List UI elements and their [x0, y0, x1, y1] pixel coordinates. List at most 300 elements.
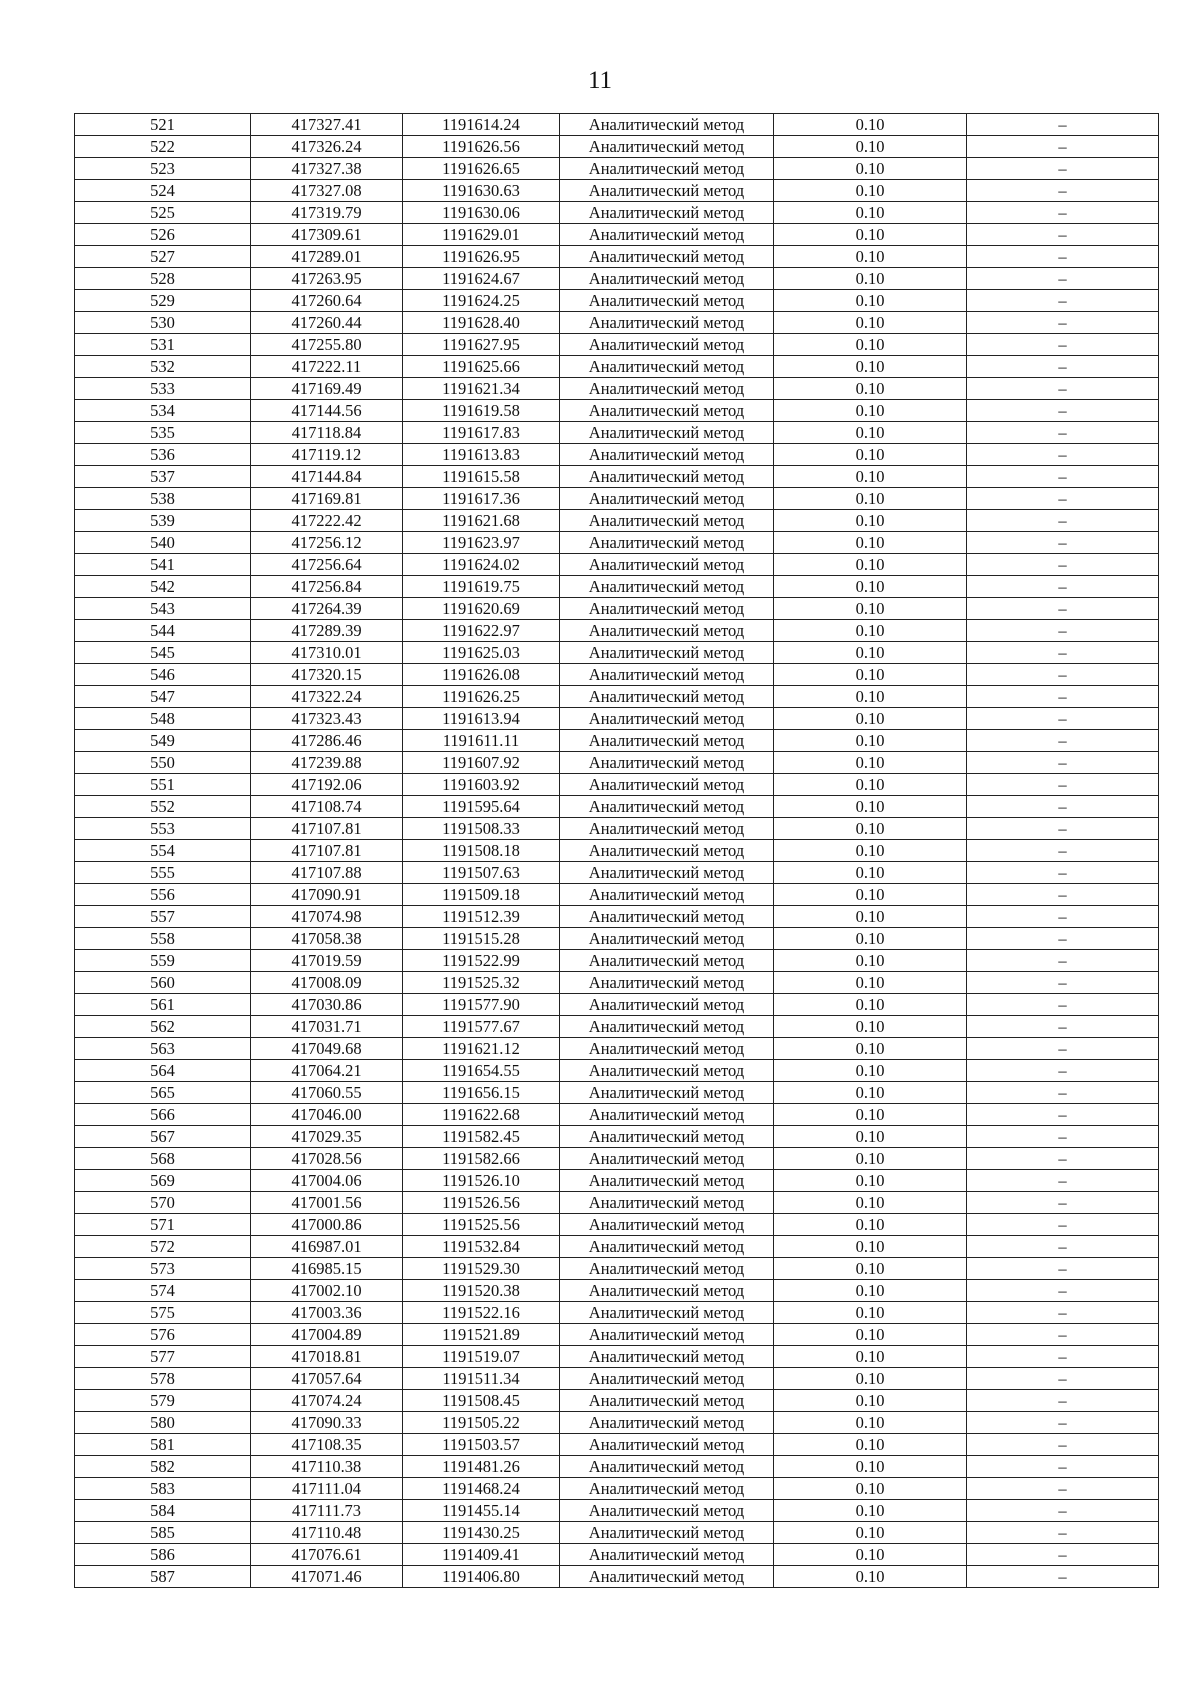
- method-cell: Аналитический метод: [560, 444, 774, 466]
- table-row: [75, 1566, 1159, 1588]
- method-cell: Аналитический метод: [560, 554, 774, 576]
- note-cell: –: [967, 1434, 1159, 1456]
- accuracy-cell: 0.10: [774, 1126, 967, 1148]
- point-number-cell: 564: [75, 1060, 251, 1082]
- note-cell: –: [967, 664, 1159, 686]
- y-coordinate-cell: 1191624.02: [403, 554, 560, 576]
- x-coordinate-cell: 417110.48: [251, 1522, 403, 1544]
- x-coordinate-cell: 417289.39: [251, 620, 403, 642]
- accuracy-cell: 0.10: [774, 488, 967, 510]
- x-coordinate-cell: 417322.24: [251, 686, 403, 708]
- note-cell: –: [967, 576, 1159, 598]
- y-coordinate-cell: 1191508.18: [403, 840, 560, 862]
- y-coordinate-cell: 1191430.25: [403, 1522, 560, 1544]
- x-coordinate-cell: 417118.84: [251, 422, 403, 444]
- method-cell: Аналитический метод: [560, 708, 774, 730]
- point-number-cell: 577: [75, 1346, 251, 1368]
- point-number-cell: 563: [75, 1038, 251, 1060]
- method-cell: Аналитический метод: [560, 400, 774, 422]
- table-row: [75, 1214, 1159, 1236]
- y-coordinate-cell: 1191617.83: [403, 422, 560, 444]
- accuracy-cell: 0.10: [774, 730, 967, 752]
- x-coordinate-cell: 417327.08: [251, 180, 403, 202]
- note-cell: –: [967, 532, 1159, 554]
- point-number-cell: 560: [75, 972, 251, 994]
- x-coordinate-cell: 417000.86: [251, 1214, 403, 1236]
- y-coordinate-cell: 1191511.34: [403, 1368, 560, 1390]
- note-cell: –: [967, 686, 1159, 708]
- accuracy-cell: 0.10: [774, 1456, 967, 1478]
- note-cell: –: [967, 1104, 1159, 1126]
- table-row: [75, 1368, 1159, 1390]
- accuracy-cell: 0.10: [774, 884, 967, 906]
- method-cell: Аналитический метод: [560, 1192, 774, 1214]
- note-cell: –: [967, 1258, 1159, 1280]
- table-row: [75, 884, 1159, 906]
- table-row: [75, 356, 1159, 378]
- table-row: [75, 246, 1159, 268]
- method-cell: Аналитический метод: [560, 466, 774, 488]
- accuracy-cell: 0.10: [774, 334, 967, 356]
- point-number-cell: 545: [75, 642, 251, 664]
- method-cell: Аналитический метод: [560, 1522, 774, 1544]
- table-row: [75, 1236, 1159, 1258]
- accuracy-cell: 0.10: [774, 1214, 967, 1236]
- y-coordinate-cell: 1191626.08: [403, 664, 560, 686]
- point-number-cell: 585: [75, 1522, 251, 1544]
- note-cell: –: [967, 290, 1159, 312]
- method-cell: Аналитический метод: [560, 840, 774, 862]
- table-row: [75, 136, 1159, 158]
- point-number-cell: 527: [75, 246, 251, 268]
- x-coordinate-cell: 417003.36: [251, 1302, 403, 1324]
- method-cell: Аналитический метод: [560, 796, 774, 818]
- y-coordinate-cell: 1191627.95: [403, 334, 560, 356]
- y-coordinate-cell: 1191615.58: [403, 466, 560, 488]
- x-coordinate-cell: 417060.55: [251, 1082, 403, 1104]
- method-cell: Аналитический метод: [560, 730, 774, 752]
- accuracy-cell: 0.10: [774, 1302, 967, 1324]
- accuracy-cell: 0.10: [774, 444, 967, 466]
- table-row: [75, 1412, 1159, 1434]
- accuracy-cell: 0.10: [774, 664, 967, 686]
- accuracy-cell: 0.10: [774, 796, 967, 818]
- note-cell: –: [967, 422, 1159, 444]
- point-number-cell: 580: [75, 1412, 251, 1434]
- x-coordinate-cell: 417256.64: [251, 554, 403, 576]
- note-cell: –: [967, 708, 1159, 730]
- table-row: [75, 1148, 1159, 1170]
- note-cell: –: [967, 796, 1159, 818]
- x-coordinate-cell: 417076.61: [251, 1544, 403, 1566]
- x-coordinate-cell: 417107.81: [251, 818, 403, 840]
- method-cell: Аналитический метод: [560, 158, 774, 180]
- y-coordinate-cell: 1191624.25: [403, 290, 560, 312]
- table-row: [75, 928, 1159, 950]
- note-cell: –: [967, 884, 1159, 906]
- point-number-cell: 584: [75, 1500, 251, 1522]
- y-coordinate-cell: 1191532.84: [403, 1236, 560, 1258]
- x-coordinate-cell: 417169.49: [251, 378, 403, 400]
- accuracy-cell: 0.10: [774, 576, 967, 598]
- y-coordinate-cell: 1191522.16: [403, 1302, 560, 1324]
- x-coordinate-cell: 417074.98: [251, 906, 403, 928]
- y-coordinate-cell: 1191613.94: [403, 708, 560, 730]
- accuracy-cell: 0.10: [774, 994, 967, 1016]
- x-coordinate-cell: 417004.06: [251, 1170, 403, 1192]
- note-cell: –: [967, 642, 1159, 664]
- table-row: [75, 554, 1159, 576]
- note-cell: –: [967, 994, 1159, 1016]
- x-coordinate-cell: 417058.38: [251, 928, 403, 950]
- note-cell: –: [967, 136, 1159, 158]
- point-number-cell: 574: [75, 1280, 251, 1302]
- point-number-cell: 528: [75, 268, 251, 290]
- note-cell: –: [967, 1390, 1159, 1412]
- x-coordinate-cell: 417289.01: [251, 246, 403, 268]
- note-cell: –: [967, 1368, 1159, 1390]
- point-number-cell: 549: [75, 730, 251, 752]
- x-coordinate-cell: 417222.11: [251, 356, 403, 378]
- y-coordinate-cell: 1191503.57: [403, 1434, 560, 1456]
- method-cell: Аналитический метод: [560, 1544, 774, 1566]
- accuracy-cell: 0.10: [774, 400, 967, 422]
- table-row: [75, 576, 1159, 598]
- x-coordinate-cell: 417260.44: [251, 312, 403, 334]
- point-number-cell: 540: [75, 532, 251, 554]
- accuracy-cell: 0.10: [774, 1170, 967, 1192]
- y-coordinate-cell: 1191621.68: [403, 510, 560, 532]
- table-row: [75, 1390, 1159, 1412]
- point-number-cell: 543: [75, 598, 251, 620]
- x-coordinate-cell: 417064.21: [251, 1060, 403, 1082]
- method-cell: Аналитический метод: [560, 1412, 774, 1434]
- y-coordinate-cell: 1191613.83: [403, 444, 560, 466]
- x-coordinate-cell: 417002.10: [251, 1280, 403, 1302]
- method-cell: Аналитический метод: [560, 620, 774, 642]
- accuracy-cell: 0.10: [774, 1346, 967, 1368]
- note-cell: –: [967, 554, 1159, 576]
- y-coordinate-cell: 1191621.34: [403, 378, 560, 400]
- method-cell: Аналитический метод: [560, 532, 774, 554]
- x-coordinate-cell: 417030.86: [251, 994, 403, 1016]
- accuracy-cell: 0.10: [774, 312, 967, 334]
- x-coordinate-cell: 417018.81: [251, 1346, 403, 1368]
- point-number-cell: 558: [75, 928, 251, 950]
- table-row: [75, 730, 1159, 752]
- table-row: [75, 268, 1159, 290]
- y-coordinate-cell: 1191620.69: [403, 598, 560, 620]
- table-row: [75, 290, 1159, 312]
- point-number-cell: 551: [75, 774, 251, 796]
- table-row: [75, 1302, 1159, 1324]
- y-coordinate-cell: 1191625.03: [403, 642, 560, 664]
- point-number-cell: 536: [75, 444, 251, 466]
- accuracy-cell: 0.10: [774, 642, 967, 664]
- table-row: [75, 334, 1159, 356]
- y-coordinate-cell: 1191515.28: [403, 928, 560, 950]
- point-number-cell: 572: [75, 1236, 251, 1258]
- y-coordinate-cell: 1191520.38: [403, 1280, 560, 1302]
- y-coordinate-cell: 1191526.56: [403, 1192, 560, 1214]
- accuracy-cell: 0.10: [774, 818, 967, 840]
- table-row: [75, 202, 1159, 224]
- point-number-cell: 568: [75, 1148, 251, 1170]
- method-cell: Аналитический метод: [560, 664, 774, 686]
- table-row: [75, 1192, 1159, 1214]
- x-coordinate-cell: 417260.64: [251, 290, 403, 312]
- method-cell: Аналитический метод: [560, 862, 774, 884]
- point-number-cell: 573: [75, 1258, 251, 1280]
- note-cell: –: [967, 466, 1159, 488]
- y-coordinate-cell: 1191519.07: [403, 1346, 560, 1368]
- accuracy-cell: 0.10: [774, 532, 967, 554]
- note-cell: –: [967, 510, 1159, 532]
- x-coordinate-cell: 417046.00: [251, 1104, 403, 1126]
- y-coordinate-cell: 1191625.66: [403, 356, 560, 378]
- point-number-cell: 548: [75, 708, 251, 730]
- y-coordinate-cell: 1191525.56: [403, 1214, 560, 1236]
- point-number-cell: 583: [75, 1478, 251, 1500]
- point-number-cell: 524: [75, 180, 251, 202]
- method-cell: Аналитический метод: [560, 972, 774, 994]
- table-row: [75, 1060, 1159, 1082]
- note-cell: –: [967, 356, 1159, 378]
- table-row: [75, 1016, 1159, 1038]
- x-coordinate-cell: 417192.06: [251, 774, 403, 796]
- method-cell: Аналитический метод: [560, 312, 774, 334]
- point-number-cell: 575: [75, 1302, 251, 1324]
- method-cell: Аналитический метод: [560, 180, 774, 202]
- method-cell: Аналитический метод: [560, 356, 774, 378]
- note-cell: –: [967, 1170, 1159, 1192]
- y-coordinate-cell: 1191508.33: [403, 818, 560, 840]
- point-number-cell: 544: [75, 620, 251, 642]
- method-cell: Аналитический метод: [560, 1236, 774, 1258]
- point-number-cell: 581: [75, 1434, 251, 1456]
- method-cell: Аналитический метод: [560, 290, 774, 312]
- note-cell: –: [967, 1148, 1159, 1170]
- y-coordinate-cell: 1191455.14: [403, 1500, 560, 1522]
- method-cell: Аналитический метод: [560, 1500, 774, 1522]
- point-number-cell: 561: [75, 994, 251, 1016]
- point-number-cell: 556: [75, 884, 251, 906]
- accuracy-cell: 0.10: [774, 1522, 967, 1544]
- x-coordinate-cell: 417310.01: [251, 642, 403, 664]
- point-number-cell: 567: [75, 1126, 251, 1148]
- method-cell: Аналитический метод: [560, 1016, 774, 1038]
- note-cell: –: [967, 400, 1159, 422]
- note-cell: –: [967, 1236, 1159, 1258]
- x-coordinate-cell: 417111.04: [251, 1478, 403, 1500]
- method-cell: Аналитический метод: [560, 950, 774, 972]
- table-row: [75, 950, 1159, 972]
- note-cell: –: [967, 114, 1159, 136]
- x-coordinate-cell: 417071.46: [251, 1566, 403, 1588]
- note-cell: –: [967, 1038, 1159, 1060]
- method-cell: Аналитический метод: [560, 334, 774, 356]
- method-cell: Аналитический метод: [560, 928, 774, 950]
- point-number-cell: 523: [75, 158, 251, 180]
- point-number-cell: 521: [75, 114, 251, 136]
- x-coordinate-cell: 417119.12: [251, 444, 403, 466]
- y-coordinate-cell: 1191582.45: [403, 1126, 560, 1148]
- method-cell: Аналитический метод: [560, 1302, 774, 1324]
- point-number-cell: 571: [75, 1214, 251, 1236]
- accuracy-cell: 0.10: [774, 1478, 967, 1500]
- note-cell: –: [967, 1214, 1159, 1236]
- accuracy-cell: 0.10: [774, 774, 967, 796]
- method-cell: Аналитический метод: [560, 994, 774, 1016]
- method-cell: Аналитический метод: [560, 686, 774, 708]
- table-row: [75, 1126, 1159, 1148]
- y-coordinate-cell: 1191626.56: [403, 136, 560, 158]
- accuracy-cell: 0.10: [774, 1368, 967, 1390]
- y-coordinate-cell: 1191619.75: [403, 576, 560, 598]
- accuracy-cell: 0.10: [774, 862, 967, 884]
- accuracy-cell: 0.10: [774, 554, 967, 576]
- table-row: [75, 774, 1159, 796]
- table-row: [75, 686, 1159, 708]
- y-coordinate-cell: 1191656.15: [403, 1082, 560, 1104]
- x-coordinate-cell: 417074.24: [251, 1390, 403, 1412]
- note-cell: –: [967, 818, 1159, 840]
- x-coordinate-cell: 417327.38: [251, 158, 403, 180]
- point-number-cell: 547: [75, 686, 251, 708]
- table-row: [75, 1478, 1159, 1500]
- accuracy-cell: 0.10: [774, 686, 967, 708]
- table-row: [75, 158, 1159, 180]
- table-row: [75, 1544, 1159, 1566]
- note-cell: –: [967, 334, 1159, 356]
- point-number-cell: 538: [75, 488, 251, 510]
- note-cell: –: [967, 202, 1159, 224]
- method-cell: Аналитический метод: [560, 1148, 774, 1170]
- accuracy-cell: 0.10: [774, 752, 967, 774]
- point-number-cell: 537: [75, 466, 251, 488]
- note-cell: –: [967, 1544, 1159, 1566]
- table-row: [75, 972, 1159, 994]
- accuracy-cell: 0.10: [774, 246, 967, 268]
- method-cell: Аналитический метод: [560, 1214, 774, 1236]
- accuracy-cell: 0.10: [774, 290, 967, 312]
- y-coordinate-cell: 1191619.58: [403, 400, 560, 422]
- y-coordinate-cell: 1191508.45: [403, 1390, 560, 1412]
- y-coordinate-cell: 1191614.24: [403, 114, 560, 136]
- note-cell: –: [967, 180, 1159, 202]
- note-cell: –: [967, 1060, 1159, 1082]
- accuracy-cell: 0.10: [774, 708, 967, 730]
- note-cell: –: [967, 598, 1159, 620]
- table-row: [75, 400, 1159, 422]
- table-row: [75, 994, 1159, 1016]
- note-cell: –: [967, 840, 1159, 862]
- note-cell: –: [967, 862, 1159, 884]
- method-cell: Аналитический метод: [560, 818, 774, 840]
- accuracy-cell: 0.10: [774, 598, 967, 620]
- y-coordinate-cell: 1191624.67: [403, 268, 560, 290]
- accuracy-cell: 0.10: [774, 928, 967, 950]
- x-coordinate-cell: 417239.88: [251, 752, 403, 774]
- note-cell: –: [967, 1478, 1159, 1500]
- coordinates-table: [74, 113, 1159, 1588]
- table-row: [75, 752, 1159, 774]
- accuracy-cell: 0.10: [774, 510, 967, 532]
- table-row: [75, 1324, 1159, 1346]
- accuracy-cell: 0.10: [774, 950, 967, 972]
- method-cell: Аналитический метод: [560, 1280, 774, 1302]
- y-coordinate-cell: 1191626.95: [403, 246, 560, 268]
- y-coordinate-cell: 1191630.06: [403, 202, 560, 224]
- table-row: [75, 1500, 1159, 1522]
- table-row: [75, 1082, 1159, 1104]
- accuracy-cell: 0.10: [774, 1500, 967, 1522]
- accuracy-cell: 0.10: [774, 1544, 967, 1566]
- y-coordinate-cell: 1191481.26: [403, 1456, 560, 1478]
- accuracy-cell: 0.10: [774, 1280, 967, 1302]
- point-number-cell: 579: [75, 1390, 251, 1412]
- table-row: [75, 1346, 1159, 1368]
- note-cell: –: [967, 444, 1159, 466]
- accuracy-cell: 0.10: [774, 840, 967, 862]
- method-cell: Аналитический метод: [560, 906, 774, 928]
- table-row: [75, 1104, 1159, 1126]
- y-coordinate-cell: 1191577.67: [403, 1016, 560, 1038]
- method-cell: Аналитический метод: [560, 1082, 774, 1104]
- note-cell: –: [967, 1346, 1159, 1368]
- point-number-cell: 550: [75, 752, 251, 774]
- method-cell: Аналитический метод: [560, 642, 774, 664]
- method-cell: Аналитический метод: [560, 1566, 774, 1588]
- point-number-cell: 566: [75, 1104, 251, 1126]
- accuracy-cell: 0.10: [774, 1236, 967, 1258]
- note-cell: –: [967, 1082, 1159, 1104]
- accuracy-cell: 0.10: [774, 1016, 967, 1038]
- table-row: [75, 532, 1159, 554]
- table-row: [75, 1280, 1159, 1302]
- note-cell: –: [967, 1566, 1159, 1588]
- y-coordinate-cell: 1191629.01: [403, 224, 560, 246]
- point-number-cell: 562: [75, 1016, 251, 1038]
- point-number-cell: 533: [75, 378, 251, 400]
- y-coordinate-cell: 1191522.99: [403, 950, 560, 972]
- y-coordinate-cell: 1191509.18: [403, 884, 560, 906]
- point-number-cell: 529: [75, 290, 251, 312]
- point-number-cell: 546: [75, 664, 251, 686]
- x-coordinate-cell: 417319.79: [251, 202, 403, 224]
- point-number-cell: 541: [75, 554, 251, 576]
- table-row: [75, 114, 1159, 136]
- accuracy-cell: 0.10: [774, 466, 967, 488]
- method-cell: Аналитический метод: [560, 598, 774, 620]
- x-coordinate-cell: 417309.61: [251, 224, 403, 246]
- note-cell: –: [967, 1500, 1159, 1522]
- method-cell: Аналитический метод: [560, 1258, 774, 1280]
- x-coordinate-cell: 417057.64: [251, 1368, 403, 1390]
- method-cell: Аналитический метод: [560, 114, 774, 136]
- accuracy-cell: 0.10: [774, 1434, 967, 1456]
- x-coordinate-cell: 417031.71: [251, 1016, 403, 1038]
- method-cell: Аналитический метод: [560, 752, 774, 774]
- method-cell: Аналитический метод: [560, 1456, 774, 1478]
- note-cell: –: [967, 1522, 1159, 1544]
- note-cell: –: [967, 774, 1159, 796]
- note-cell: –: [967, 1192, 1159, 1214]
- table-row: [75, 906, 1159, 928]
- table-row: [75, 422, 1159, 444]
- table-row: [75, 180, 1159, 202]
- accuracy-cell: 0.10: [774, 620, 967, 642]
